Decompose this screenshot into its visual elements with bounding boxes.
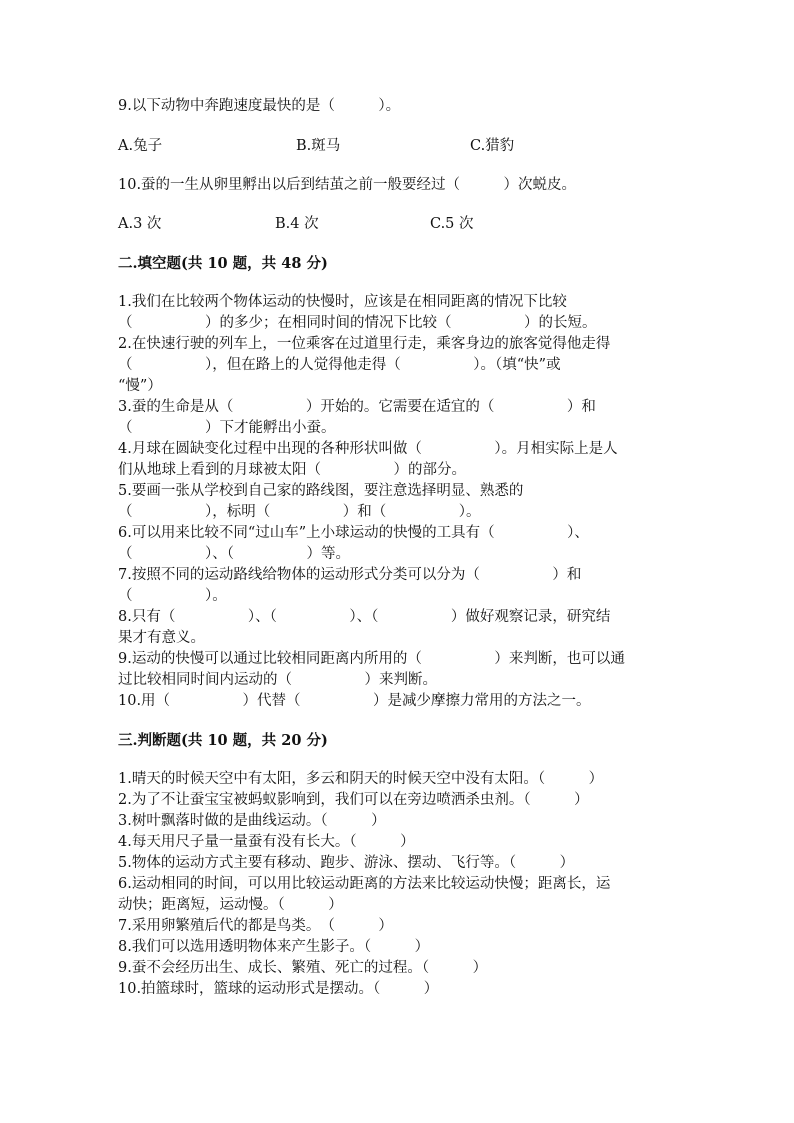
fill-line: 1.我们在比较两个物体运动的快慢时，应该是在相同距离的情况下比较 (118, 294, 567, 310)
fill-line: 6.可以用来比较不同“过山车”上小球运动的快慢的工具有（ ）、 (118, 525, 589, 541)
section-title-judge: 三.判断题(共 10 题，共 20 分) (118, 732, 328, 749)
mc-q10-option-b: B.4 次 (275, 216, 319, 232)
judge-line: 10.拍篮球时，篮球的运动形式是摆动。（ ） (118, 981, 439, 997)
judge-line: 2.为了不让蚕宝宝被蚂蚁影响到，我们可以在旁边喷洒杀虫剂。（ ） (118, 792, 589, 808)
fill-line: （ ），但在路上的人觉得他走得（ ）。（填“快”或 (118, 357, 561, 373)
mc-q9-option-b: B.斑马 (296, 138, 341, 154)
fill-line: 10.用（ ）代替（ ）是减少摩擦力常用的方法之一。 (118, 693, 591, 709)
mc-q9-option-a: A.兔子 (118, 138, 163, 154)
fill-line: （ ）的多少；在相同时间的情况下比较（ ）的长短。 (118, 315, 597, 331)
judge-line: 4.每天用尺子量一量蚕有没有长大。（ ） (118, 834, 415, 850)
mc-q9-option-c: C.猎豹 (470, 138, 515, 154)
judge-line: 5.物体的运动方式主要有移动、跑步、游泳、摆动、飞行等。（ ） (118, 855, 575, 871)
fill-line: 2.在快速行驶的列车上，一位乘客在过道里行走，乘客身边的旅客觉得他走得 (118, 336, 611, 352)
section-title-fill: 二.填空题(共 10 题，共 48 分) (118, 255, 328, 272)
fill-line: 5.要画一张从学校到自己家的路线图，要注意选择明显、熟悉的 (118, 483, 524, 499)
judge-line: 8.我们可以选用透明物体来产生影子。（ ） (118, 939, 430, 955)
fill-line: 3.蚕的生命是从（ ）开始的。它需要在适宜的（ ）和 (118, 399, 596, 415)
fill-line: 9.运动的快慢可以通过比较相同距离内所用的（ ）来判断，也可以通 (118, 651, 625, 667)
fill-line: 们从地球上看到的月球被太阳（ ）的部分。 (118, 462, 466, 478)
judge-line: 9.蚕不会经历出生、成长、繁殖、死亡的过程。（ ） (118, 960, 488, 976)
judge-line: 7.采用卵繁殖后代的都是鸟类。 （ ） (118, 918, 393, 934)
judge-line: 6.运动相同的时间，可以用比较运动距离的方法来比较运动快慢；距离长，运 (118, 876, 611, 892)
mc-question-10: 10.蚕的一生从卵里孵出以后到结茧之前一般要经过（ ）次蜕皮。 (118, 177, 577, 193)
fill-line: （ ），标明（ ）和（ ）。 (118, 504, 481, 520)
fill-line: （ ）下才能孵出小蚕。 (118, 420, 336, 436)
mc-q10-option-c: C.5 次 (430, 216, 474, 232)
fill-line: 果才有意义。 (118, 630, 205, 646)
mc-q10-option-a: A.3 次 (118, 216, 162, 232)
judge-line: 1.晴天的时候天空中有太阳，多云和阴天的时候天空中没有太阳。（ ） (118, 771, 604, 787)
fill-line: （ ）。 (118, 588, 227, 604)
fill-line: 4.月球在圆缺变化过程中出现的各种形状叫做（ ）。月相实际上是人 (118, 441, 618, 457)
fill-line: 过比较相同时间内运动的（ ）来判断。 (118, 672, 437, 688)
judge-line: 3.树叶飘落时做的是曲线运动。（ ） (118, 813, 386, 829)
fill-line: “慢”） (118, 378, 162, 394)
judge-line: 动快；距离短，运动慢。（ ） (118, 897, 343, 913)
fill-line: 8.只有（ ）、（ ）、（ ）做好观察记录，研究结 (118, 609, 611, 625)
mc-question-9: 9.以下动物中奔跑速度最快的是（ ）。 (118, 98, 401, 114)
fill-line: （ ）、（ ）等。 (118, 546, 350, 562)
fill-line: 7.按照不同的运动路线给物体的运动形式分类可以分为（ ）和 (118, 567, 582, 583)
